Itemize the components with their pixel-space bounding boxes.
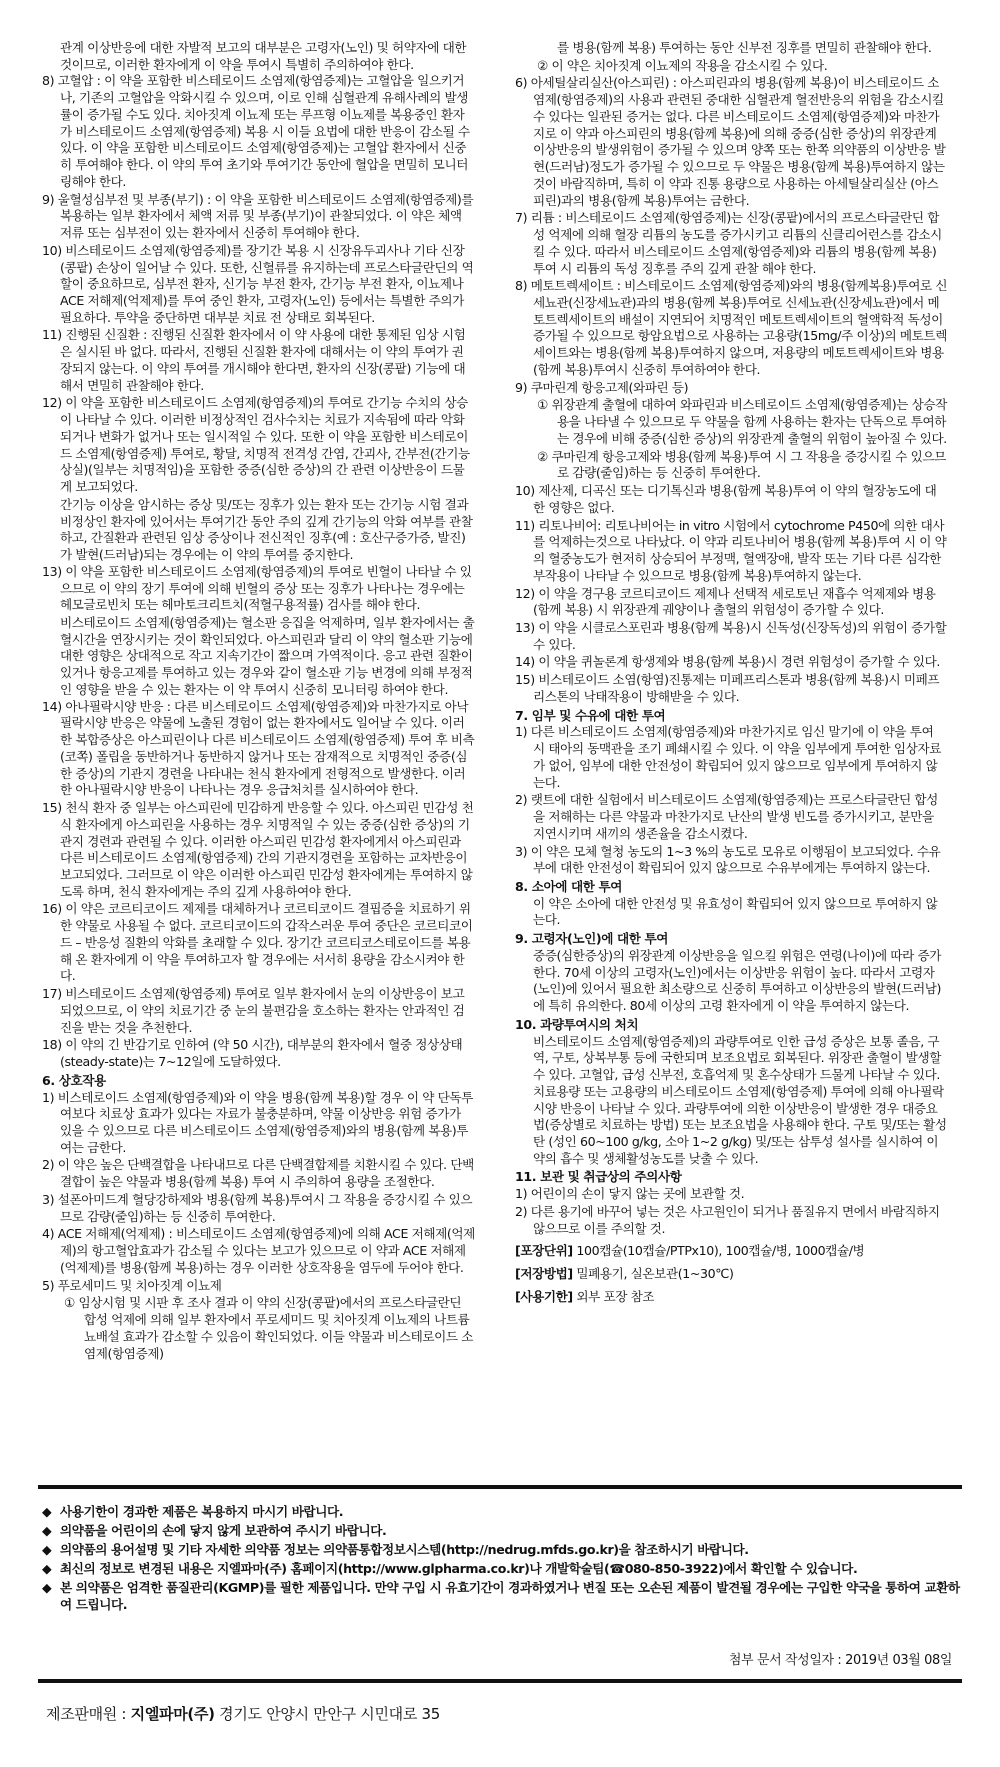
item-text: 리튬 : 비스테로이드 소염제(항염증제)는 신장(콩팥)에서의 프로스타글란딘 합성 억제에 의해 혈장 리튬의 농도를 증가시키고 리튬의 신클리어런스를 감소시킬 수 있다. 따라서 비스테로이드 소염제(항염증제)와 리튬의 병용(함께 복용) 투여 시 리튬의 독성 징후를 주의 깊게 관찰 해야 한다. xyxy=(530,210,942,276)
item-number: 11) xyxy=(515,517,535,533)
sub-item-continuation: 를 병용(함께 복용) 투여하는 동안 신부전 징후를 면밀히 관찰해야 한다. xyxy=(557,40,932,55)
notice-list xyxy=(42,1503,962,1613)
item-number: 6) xyxy=(515,75,528,91)
item-continuation: 비스테로이드 소염제(항염증제)는 혈소판 응집을 억제하며, 일부 환자에서는 출혈시간을 연장시키는 것이 확인되었다. 아스피린과 달리 이 약의 혈소판 기능에 대한 영향은 상대적으로 작고 지속기간이 짧으며 가역적이다. 응고 관련 질환이 있거나 항응고제를 투여하고 있는 경우와 같이 혈소판 기능 변경에 의해 부정적인 영향을 받을 수 있는 환자는 이 약 투여시 신중히 모니터링 하여야 한다. xyxy=(60,614,475,697)
notice-text: 본 의약품은 엄격한 품질관리(KGMP)를 필한 제품입니다. 만약 구입 시 유효기간이 경과하였거나 변질 또는 오손된 제품이 발견될 경우에는 구입한 약국을 통하여 교환하여 드립니다. xyxy=(60,1580,960,1612)
item-number: 8) xyxy=(515,278,528,294)
item-number: 13) xyxy=(42,563,62,579)
item-number: 1) xyxy=(515,1186,528,1202)
item-number: 1) xyxy=(515,724,528,740)
section-9-heading: 9. 고령자(노인)에 대한 투여 xyxy=(515,931,669,947)
notice-text: 의약품을 어린이의 손에 닿지 않게 보관하여 주시기 바랍니다. xyxy=(60,1523,387,1538)
list-item xyxy=(42,1090,475,1157)
item-number: 15) xyxy=(515,672,535,688)
item-number: 2) xyxy=(42,1157,55,1173)
item-number: 11) xyxy=(42,327,62,343)
item-number: 17) xyxy=(42,986,62,1002)
item-number: 18) xyxy=(42,1037,62,1053)
list-item xyxy=(515,210,948,277)
packaging-unit: [포장단위] 100캡슐(10캡슐/PTPx10), 100캡슐/병, 1000캡슐/병 xyxy=(515,1243,865,1259)
item-text: 리토나비어: 리토나비어는 in vitro 시험에서 cytochrome P450에 의한 대사를 억제하는것으로 나타났다. 이 약과 리토나비어 병용(함께 복용)투여 시 이 약의 혈중농도가 현저히 상승되어 부정맥, 혈액장애, 발작 또는 기타 다른 심각한 부작용이 나타날 수 있으므로 병용(함께 복용)투여하지 않는다. xyxy=(533,517,947,583)
item-number: 12) xyxy=(42,395,62,411)
item-text: 설폰아미드계 혈당강하제와 병용(함께 복용)투여시 그 작용을 증강시킬 수 있으므로 감량(줄임)하는 등 신중히 투여한다. xyxy=(57,1191,473,1224)
item-text: 이 약을 퀴놀론계 항생제와 병용(함께 복용)시 경련 위험성이 증가할 수 있다. xyxy=(538,654,940,670)
item-number: 16) xyxy=(42,901,62,917)
list-item xyxy=(515,1186,948,1203)
section-7-items xyxy=(515,724,948,877)
list-item xyxy=(42,800,475,900)
item-number: 14) xyxy=(42,698,62,714)
list-item xyxy=(42,699,475,799)
item-text: 임상시험 및 시판 후 조사 결과 이 약의 신장(콩팥)에서의 프로스타글란딘 합성 억제에 의해 일부 환자에서 푸로세미드 및 치아짓계 이뇨제의 나트륨 뇨배설 효과가 감소할 수 있음이 확인되었다. 이들 약물과 비스테로이드 소염제(항염증제) xyxy=(78,1295,473,1361)
item-number: 3) xyxy=(42,1191,55,1207)
item-text: 진행된 신질환 : 진행된 신질환 환자에서 이 약 사용에 대한 통제된 임상 시험은 실시된 바 없다. 따라서, 진행된 신질환 환자에 대해서는 이 약의 투여가 권장되지 않는다. 이 약의 투여를 개시해야 한다면, 환자의 신장(콩팥) 기능에 대해서 면밀히 관찰해야 한다. xyxy=(60,327,466,393)
right-items-continued xyxy=(515,483,948,706)
item-text: 어린이의 손이 닿지 않는 곳에 보관할 것. xyxy=(530,1186,745,1202)
diamond-bullet-icon: ◆ xyxy=(42,1580,52,1595)
list-item xyxy=(515,724,948,791)
list-item xyxy=(42,986,475,1036)
list-item xyxy=(515,792,948,842)
list-item xyxy=(42,243,475,327)
notice-item xyxy=(42,1560,962,1577)
notice-box xyxy=(38,1485,962,1683)
list-item xyxy=(515,654,948,671)
section-11-heading: 11. 보관 및 취급상의 주의사항 xyxy=(515,1169,682,1185)
item-text: 비스테로이드 소염제(항염증제)를 장기간 복용 시 신장유두괴사나 기타 신장(콩팥) 손상이 일어날 수 있다. 또한, 신혈류를 유지하는데 프로스타글란딘의 역할이 중요하므로, 심부전 환자, 신기능 부전 환자, 간기능 부전 환자, 이뇨제나 ACE 저해제(억제제)를 투여 중인 환자, 고령자(노인) 등에서는 특별한 주의가 필요하다. 투약을 중단하면 대부분 치료 전 상태로 회복된다. xyxy=(60,242,474,325)
item-text: 이 약을 경구용 코르티코이드 제제나 선택적 세로토닌 재흡수 억제제와 병용(함께 복용) 시 위장관계 궤양이나 출혈의 위험성이 증가할 수 있다. xyxy=(533,585,936,618)
item-text: 위장관계 출혈에 대하여 와파린과 비스테로이드 소염제(항염증제)는 상승작용을 나타낼 수 있으므로 두 약물을 함께 사용하는 환자는 단독으로 투여하는 경우에 비해 중증(심한 증상)의 위장관계 출혈의 위험이 높아질 수 있다. xyxy=(551,397,947,446)
diamond-bullet-icon: ◆ xyxy=(42,1504,52,1519)
item-text: 이 약의 긴 반감기로 인하여 (약 50 시간), 대부분의 환자에서 혈중 정상상태(steady-state)는 7~12일에 도달하였다. xyxy=(60,1037,463,1070)
section-8-body: 이 약은 소아에 대한 안전성 및 유효성이 확립되어 있지 않으므로 투여하지 않는다. xyxy=(533,895,938,928)
item-number: 15) xyxy=(42,800,62,816)
item-text: 다른 용기에 바꾸어 넣는 것은 사고원인이 되거나 품질유지 면에서 바람직하지 않으므로 이를 주의할 것. xyxy=(530,1203,940,1236)
item-number: 3) xyxy=(515,843,528,859)
list-item xyxy=(515,620,948,653)
item-number: 1) xyxy=(42,1089,55,1105)
item-number: 9) xyxy=(42,191,55,207)
manufacturer-line xyxy=(46,1705,440,1725)
list-item xyxy=(42,1295,475,1362)
notice-text: 최신의 정보로 변경된 내용은 지엘파마(주) 홈페이지(http://www.glpharma.co.kr)나 개발학술팀(☎080-850-3922)에서 확인할 수 있습니다. xyxy=(60,1561,858,1576)
item-continuation: 간기능 이상을 암시하는 증상 및/또는 징후가 있는 환자 또는 간기능 시험 결과 비정상인 환자에 있어서는 투여기간 동안 주의 깊게 간기능의 악화 여부를 관찰하고, 간질환과 관련된 임상 증상이나 전신적인 징후(예 : 호산구증가증, 발진)가 발현(드러남)되는 경우에는 이 약의 투여를 중지한다. xyxy=(60,496,473,563)
list-item xyxy=(42,1157,475,1190)
item-number: 4) xyxy=(42,1226,55,1242)
item-9-sub-items xyxy=(515,397,948,482)
item-text: 이 약을 포함한 비스테로이드 소염제(항염증제)의 투여로 빈혈이 나타날 수 있으므로 이 약의 장기 투여에 의해 빈혈의 증상 또는 징후가 나타나는 경우에는 헤모글로빈치 또는 헤마토크리트치(적혈구용적률) 검사를 해야 한다. xyxy=(60,563,472,613)
item-number: ② xyxy=(537,448,548,464)
list-item xyxy=(515,397,948,447)
item-number: 2) xyxy=(515,1203,528,1219)
section-6-sub-items xyxy=(42,1295,475,1362)
item-number: 7) xyxy=(515,210,528,226)
right-items xyxy=(515,75,948,396)
item-text: 이 약은 높은 단백결합을 나타내므로 다른 단백결합제를 치환시킬 수 있다. 단백결합이 높은 약물과 병용(함께 복용) 투여 시 주의하여 용량을 조절한다. xyxy=(57,1157,474,1190)
section-10-body: 비스테로이드 소염제(항염증제)의 과량투여로 인한 급성 증상은 보통 졸음, 구역, 구토, 상복부통 등에 국한되며 보조요법로 회복된다. 위장관 출혈이 발생할 수 있다. 고혈압, 급성 신부전, 호흡억제 및 혼수상태가 드물게 나타날 수 있다. 치료용량 또는 고용량의 비스테로이드 소염제(항염증제) 투여에 의해 아나필락시양 반응이 나타날 수 있다. 과량투여에 의한 이상반응이 발생한 경우 대증요법(증상별로 치료하는 방법) 또는 보조요법을 사용해야 한다. 구토 및/또는 활성탄 (성인 60~100 g/kg, 소아 1~2 g/kg) 및/또는 삼투성 설사를 실시하여 이 약의 흡수 및 생체활성농도를 낮출 수 있다. xyxy=(533,1033,947,1166)
notice-item xyxy=(42,1503,962,1520)
list-item xyxy=(515,75,948,209)
manufacturer-address: 경기도 안양시 만안구 시민대로 35 xyxy=(214,1705,441,1723)
right-column xyxy=(515,40,948,1312)
section-6-heading: 6. 상호작용 xyxy=(42,1072,106,1088)
list-item xyxy=(515,518,948,585)
left-column xyxy=(42,40,475,1363)
item-text: 비스테로이드 소염제(항염증제) 투여로 일부 환자에서 눈의 이상반응이 보고되었으므로, 이 약의 치료기간 중 눈의 불편감을 호소하는 환자는 안과적인 검진을 받는 것을 추천한다. xyxy=(60,986,465,1035)
diamond-bullet-icon: ◆ xyxy=(42,1542,52,1557)
item-text: 랫트에 대한 실험에서 비스테로이드 소염제(항염증제)는 프로스타글란딘 합성을 저해하는 다른 약물과 마찬가지로 난산의 발생 빈도를 증가시키고, 분만을 지연시키며 새끼의 생존율을 감소시켰다. xyxy=(530,792,938,841)
item-text: 고혈압 : 이 약을 포함한 비스테로이드 소염제(항염증제)는 고혈압을 일으키거나, 기존의 고혈압을 악화시킬 수 있으며, 이로 인해 심혈관계 유해사례의 발생률이 증가될 수도 있다. 치아짓계 이뇨제 또는 루프형 이뇨제를 복용중인 환자가 비스테로이드 소염제(항염증제) 복용 시 이들 요법에 대한 반응이 감소될 수 있다. 이 약을 포함한 비스테로이드 소염제(항염증제)는 고혈압 환자에서 신중히 투여해야 한다. 이 약의 투여 초기와 투여기간 동안에 혈압을 면밀히 모니터링해야 한다. xyxy=(57,73,470,189)
item-text: 쿠마린계 항응고제와 병용(함께 복용)투여 시 그 작용을 증강시킬 수 있으므로 감량(줄임)하는 등 신중히 투여한다. xyxy=(551,448,946,481)
list-item xyxy=(42,1226,475,1276)
list-item xyxy=(42,1192,475,1225)
item-text: 비스테로이드 소염(항염)진통제는 미페프리스톤과 병용(함께 복용)시 미페프리스톤의 낙태작용이 방해받을 수 있다. xyxy=(533,672,940,704)
item-text: 울혈성심부전 및 부종(부기) : 이 약을 포함한 비스테로이드 소염제(항염증제)를 복용하는 일부 환자에서 체액 저류 및 부종(부기)이 관찰되었다. 이 약은 체액 저류 또는 심부전이 있는 환자에서 신중히 투여해야 한다. xyxy=(57,191,474,241)
list-item xyxy=(515,278,948,378)
list-item xyxy=(515,483,948,516)
item-number: ① xyxy=(64,1295,75,1311)
item-text: 아나필락시양 반응 : 다른 비스테로이드 소염제(항염증제)와 마찬가지로 아낙필락시양 반응은 약물에 노출된 경험이 없는 환자에서도 일어날 수 있다. 이러한 복합증상은 아스피린이나 다른 비스테로이드 소염제(항염증제) 투여 후 비측(코쪽) 폴립을 동반하거나 동반하지 않거나 또는 잠재적으로 치명적인 중증(심한 증상)의 기관지 경련을 나타내는 천식 환자에게 전형적으로 발생한다. 이러한 아나필락시양 반응이 나타나는 경우 응급처치를 실시하여야 한다. xyxy=(60,698,475,798)
item-text: 쿠마린계 항응고제(와파린 등) xyxy=(530,379,689,395)
section-11-items xyxy=(515,1186,948,1237)
diamond-bullet-icon: ◆ xyxy=(42,1523,52,1538)
list-item xyxy=(515,672,948,705)
sub-item: ② 이 약은 치아짓계 이뇨제의 작용을 감소시킬 수 있다. xyxy=(537,57,828,73)
item-number: 14) xyxy=(515,654,535,670)
item-text: 메토트렉세이트 : 비스테로이드 소염제(항염증제)와의 병용(함께복용)투여로 신세뇨관(신장세뇨관)과의 병용(함께 복용)투여로 신세뇨관(신장세뇨관)에서 메토트렉세이트의 배설이 지연되어 치명적인 메토트렉세이트의 혈액학적 독성이 증가될 수 있으므로 항암요법으로 사용하는 고용량(15mg/주 이상)의 메토트렉세이트와는 병용(함께 복용)투여하지 않으며, 저용량의 메토트렉세이트와 병용(함께 복용)투여시 신중히 투여하여야 한다. xyxy=(530,278,948,377)
expiry-info: [사용기한] 외부 포장 참조 xyxy=(515,1288,655,1304)
list-item xyxy=(515,380,948,397)
item-number: ① xyxy=(537,397,548,413)
item-text: 다른 비스테로이드 소염제(항염증제)와 마찬가지로 임신 말기에 이 약을 투여 시 태아의 동맥관을 조기 폐쇄시킬 수 있다. 이 약을 임부에게 투여한 임상자료가 없어, 임부에 대한 안전성이 확립되어 있지 않으므로 임부에게 투여하지 않는다. xyxy=(530,724,941,790)
list-item xyxy=(42,395,475,495)
item-number: 2) xyxy=(515,792,528,808)
diamond-bullet-icon: ◆ xyxy=(42,1561,52,1576)
item-number: 5) xyxy=(42,1277,55,1293)
item-text: 비스테로이드 소염제(항염증제)와 이 약을 병용(함께 복용)할 경우 이 약 단독투여보다 치료상 효과가 있다는 자료가 불충분하며, 약물 이상반응 위험 증가가 있을 수 있으므로 다른 비스테로이드 소염제(항염증제)와의 병용(함께 복용)투여는 금한다. xyxy=(57,1089,473,1155)
list-item xyxy=(42,1037,475,1070)
list-item xyxy=(42,901,475,985)
section-8-heading: 8. 소아에 대한 투여 xyxy=(515,878,623,894)
intro-continuation: 관계 이상반응에 대한 자발적 보고의 대부분은 고령자(노인) 및 허약자에 대한 것이므로, 이러한 환자에게 이 약을 투여시 특별히 주의하여야 한다. xyxy=(60,40,467,72)
notice-text: 의약품의 용어설명 및 기타 자세한 의약품 정보는 의약품통합정보시스템(http://nedrug.mfds.go.kr)을 참조하시기 바랍니다. xyxy=(60,1542,749,1557)
notice-item xyxy=(42,1541,962,1558)
storage-method: [저장방법] 밀폐용기, 실온보관(1~30℃) xyxy=(515,1266,734,1282)
item-text: ACE 저해제(억제제) : 비스테로이드 소염제(항염증제)에 의해 ACE 저해제(억제제)의 항고혈압효과가 감소될 수 있다는 보고가 있으므로 이 약과 ACE 저해제(억제제)를 병용(함께 복용)하는 경우 이러한 상호작용을 염두에 두어야 한다. xyxy=(57,1226,475,1275)
list-item xyxy=(42,327,475,394)
manufacturer-company: 지엘파마(주) xyxy=(130,1705,215,1723)
notice-text: 사용기한이 경과한 제품은 복용하지 마시기 바랍니다. xyxy=(60,1504,344,1519)
item-text: 천식 환자 중 일부는 아스피린에 민감하게 반응할 수 있다. 아스피린 민감성 천식 환자에게 아스피린을 사용하는 경우 치명적일 수 있는 중증(심한 증상)의 기관지 경련과 관련될 수 있다. 이러한 아스피린 민감성 환자에게서 아스피린과 다른 비스테로이드 소염제(항염증제) 간의 기관지경련을 포함하는 교차반응이 보고되었다. 그러므로 이 약은 이러한 아스피린 민감성 환자에게는 투여하지 않도록 하며, 천식 환자에게는 주의 깊게 사용하여야 한다. xyxy=(60,800,474,899)
list-item xyxy=(42,564,475,614)
notice-item xyxy=(42,1579,962,1613)
item-text: 푸로세미드 및 치아짓계 이뇨제 xyxy=(57,1277,222,1293)
item-text: 이 약을 포함한 비스테로이드 소염제(항염증제)의 투여로 간기능 수치의 상승이 나타날 수 있다. 이러한 비정상적인 검사수치는 치료가 지속됨에 따라 악화되거나 변화가 없거나 또는 일시적일 수 있다. 또한 이 약을 포함한 비스테로이드 소염제(항염증제) 투여로, 황달, 치명적 전격성 간염, 간괴사, 간부전(간기능상실)(일부는 치명적임)을 포함한 중증(심한 증상)의 간 관련 이상반응이 드물게 보고되었다. xyxy=(60,395,470,495)
item-text: 제산제, 디곡신 또는 디기톡신과 병용(함께 복용)투여 이 약의 혈장농도에 대한 영향은 없다. xyxy=(533,483,937,515)
list-item xyxy=(42,192,475,242)
list-item xyxy=(42,1278,475,1295)
list-item xyxy=(515,1204,948,1237)
section-9-body: 중증(심한증상)의 위장관계 이상반응을 일으킬 위험은 연령(나이)에 따라 증가한다. 70세 이상의 고령자(노인)에서는 이상반응 위험이 높다. 따라서 고령자(노인)에 있어서 필요한 최소량으로 신중히 투여하고 이상반응의 발현(드러남)에 특히 유의한다. 80세 이상의 고령 환자에게 이 약을 투여하지 않는다. xyxy=(533,947,942,1014)
item-number: 10) xyxy=(42,242,62,258)
item-text: 이 약은 모체 혈청 농도의 1~3 %의 농도로 모유로 이행됨이 보고되었다. 수유부에 대한 안전성이 확립되어 있지 않으므로 수유부에게는 투여하지 않는다. xyxy=(530,843,941,876)
list-item xyxy=(42,73,475,190)
item-text: 이 약을 시클로스포린과 병용(함께 복용)시 신독성(신장독성)의 위험이 증가할 수 있다. xyxy=(533,619,947,652)
item-text: 아세틸살리실산(아스피린) : 아스피린과의 병용(함께 복용)이 비스테로이드 소염제(항염증제)의 사용과 관련된 중대한 심혈관계 혈전반응의 위험을 감소시킬 수 있다는 일관된 증거는 없다. 다른 비스테로이드 소염제(항염증제)와 마찬가지로 이 약과 아스피린의 병용(함께 복용)에 의해 중증(심한 증상)의 위장관계 이상반응의 발생위험이 증가될 수 있으며 양쪽 또는 한쪽 의약품의 이상반응 발현(드러남)정도가 증가될 수 있으므로 두 약물은 병용(함께 복용)투여하지 않는 것이 바람직하며, 특히 이 약과 진통 용량으로 사용하는 아세틸살리실산 (아스피린)과의 병용(함께 복용)투여는 금한다. xyxy=(530,75,946,208)
left-items xyxy=(42,73,475,1070)
section-7-heading: 7. 임부 및 수유에 대한 투여 xyxy=(515,707,666,723)
document-date: 첨부 문서 작성일자 : 2019년 03월 08일 xyxy=(728,1652,952,1668)
item-number: 10) xyxy=(515,483,535,499)
section-6-items xyxy=(42,1090,475,1295)
notice-item xyxy=(42,1522,962,1539)
item-number: 8) xyxy=(42,73,55,89)
item-number: 12) xyxy=(515,585,535,601)
section-10-heading: 10. 과량투여시의 처치 xyxy=(515,1016,639,1032)
item-number: 9) xyxy=(515,379,528,395)
list-item xyxy=(515,586,948,619)
list-item xyxy=(515,449,948,482)
item-number: 13) xyxy=(515,619,535,635)
item-text: 이 약은 코르티코이드 제제를 대체하거나 코르티코이드 결핍증을 치료하기 위한 약물로 사용될 수 없다. 코르티코이드의 갑작스러운 투여 중단은 코르티코이드 – 반응성 질환의 악화를 초래할 수 있다. 장기간 코르티코스테로이드를 복용해 온 환자에게 이 약을 투여하고자 할 경우에는 서서히 용량을 감소시켜야 한다. xyxy=(60,901,473,984)
manufacturer-label: 제조판매원 : xyxy=(46,1705,131,1723)
list-item xyxy=(515,844,948,877)
